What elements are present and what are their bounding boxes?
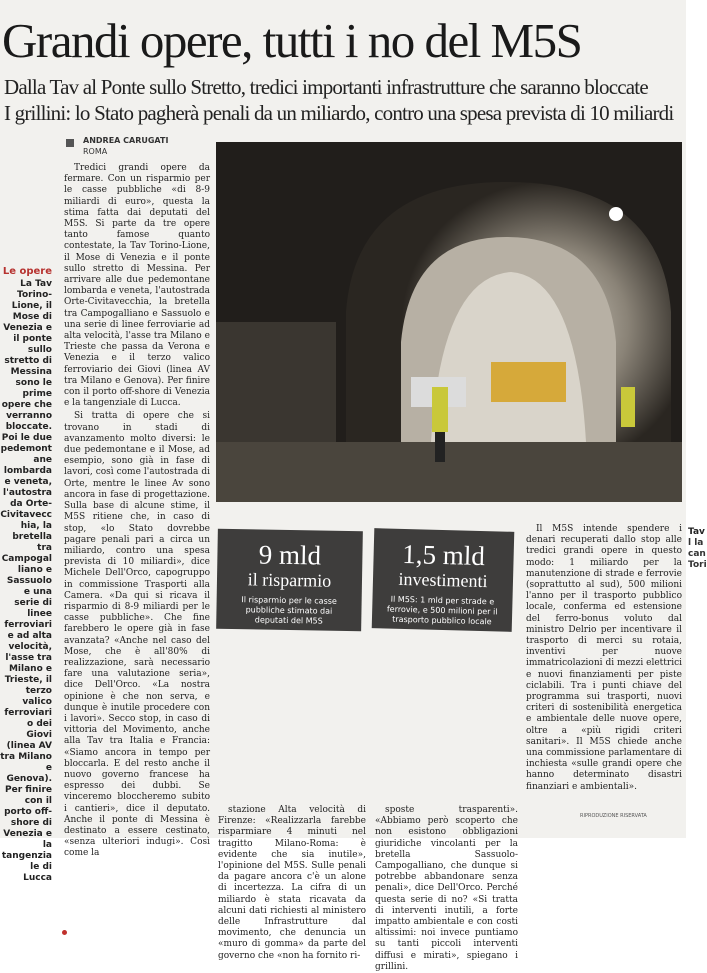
headline: Grandi opere, tutti i no del M5S <box>2 13 582 68</box>
article-column-1 <box>64 163 210 859</box>
article-column-2 <box>218 805 366 961</box>
tunnel-illustration <box>216 142 682 502</box>
edge-title: Tav <box>688 527 705 537</box>
article-paragraph: Si tratta di opere che si trovano in stadi di avanzamento molto diversi: le due pedemontane e il Mose, ad esempio, sono già in fase di lavori, così come l'autostrada di Orte, mentre le linee Av sono ancora in fase di progettazione. Sulla base di alcune stime, il M5S ritiene che, in caso di stop, «lo Stato dovrebbe pagare penali pari a circa un miliardo, contro una spesa prevista di 10 miliardi», dice Michele Dell'Orco, capogruppo in commissione Trasporti alla Camera. «Da qui si ricava il risparmio di 8-9 miliardi per le casse pubbliche». Che fine farebbero le opere già in fase avanzata? «Anche nel caso del Mose, che è all'80% di realizzazione, sarà necessario fare una valutazione seria», dice Dell'Orco. «La nostra opinione è che non serva, e dunque è inutile procedere con i lavori». Secco stop, in caso di vittoria del Movimento, anche alla Tav tra Italia e Francia: «Siamo ancora in tempo per bloccarla. E del resto anche il nuovo governo francese ha espresso dei dubbi. Se vinceremo bloccheremo subito i cantieri», dice il deputato. Anche il ponte di Messina è destinato a essere cestinato, «senza ulteriori indugi». Così come la <box>64 411 210 859</box>
next-article-edge <box>688 527 707 571</box>
sidebar-le-opere <box>0 266 52 884</box>
article-column-3 <box>375 805 518 972</box>
article-paragraph: sposte trasparenti». «Abbiamo però scoperto che non esistono obbligazioni giuridiche vincolanti per la bretella Sassuolo-Campogalliano, che dunque si potrebbe abbandonare senza penali», dice Dell'Orco. Perché questa serie di no? «Si tratta di interventi inutili, a forte impatto ambientale e con costi altissimi: noi invece puntiamo su tanti piccoli interventi diffusi e mirati», spiegano i grillini. <box>375 805 518 972</box>
byline-city: ROMA <box>83 147 108 156</box>
edge-line: Tori <box>688 560 707 570</box>
subheadline-1: Dalla Tav al Ponte sullo Stretto, tredici importanti infrastrutture che saranno bloccate <box>4 75 648 99</box>
stat-box-risparmio <box>216 529 363 632</box>
stat-box-investimenti <box>372 528 515 632</box>
article-paragraph: Il M5S intende spendere i denari recuperati dallo stop alle tredici grandi opere in questo modo: 1 miliardo per la manutenzione di strade e ferrovie (soprattutto al sud), 500 milioni l'anno per il trasporto pubblico locale, conferma ed estensione del ferro-bonus voluto dal ministro Delrio per incentivare il trasporto di merci su rotaia, inventivi per nuove immatricolazioni di mezzi elettrici e nuovi finanziamenti per piste ciclabili. Tra i punti chiave del programma sui trasporti, nuovi criteri di sostenibilità energetica e ambientale delle nuove opere, oltre a «più rigidi criteri sanitari». Il M5S chiede anche una commissione parlamentare di inchiesta «sulle grandi opere che hanno determinato disastri finanziari e ambientali». <box>526 524 682 792</box>
red-dot <box>62 930 67 935</box>
sidebar-text: La Tav Torino-Lione, il Mose di Venezia e il ponte sullo stretto di Messina sono le prime opere che verranno bloccate. Poi le due pedemontane lombarda e veneta, l'autostrada Orte-Civitavecchia, la bretella tra Campogalliano e Sassuolo e una serie di linee ferroviarie ad alta velocità, l'asse tra Milano e Trieste, il terzo valico ferroviario dei Giovi (linea AV tra Milano e Genova). Per finire con il porto off-shore di Venezia e la tangenziale di Lucca <box>0 279 52 883</box>
copyright-note: RIPRODUZIONE RISERVATA <box>580 813 647 819</box>
stat-value: 9 mld <box>258 539 322 571</box>
subheadline-2: I grillini: lo Stato pagherà penali da un miliardo, contro una spesa prevista di 10 miliardi <box>4 101 674 125</box>
stat-value: 1,5 mld <box>402 538 486 572</box>
tunnel-photo <box>216 142 682 502</box>
stat-description: Il M5S: 1 mld per strade e ferrovie, e 500 milioni per il trasporto pubblico locale <box>386 594 498 627</box>
sidebar-title: Le opere <box>2 266 52 277</box>
article-paragraph: Tredici grandi opere da fermare. Con un risparmio per le casse pubbliche «di 8-9 miliardi di euro», questa la stima fatta dai deputati del M5S. Si parte da tre opere tanto famose quanto contestate, la Tav Torino-Lione, il Mose di Venezia e il ponte sullo stretto di Messina. Per arrivare alle due pedemontane lombarda e veneta, l'autostrada Orte-Civitavecchia, la bretella tra Campogalliano e Sassuolo e una serie di linee ferroviarie ad alta velocità, l'asse tra Milano e Trieste che passa da Verona e Venezia e il terzo valico ferroviario dei Giovi (linea AV tra Milano e Genova). Per finire con il porto off-shore di Venezia e la tangenziale di Lucca. <box>64 163 210 409</box>
byline-marker <box>66 139 74 147</box>
stat-label: il risparmio <box>247 569 332 591</box>
stat-label: investimenti <box>398 568 488 592</box>
byline-author: ANDREA CARUGATI <box>83 136 169 145</box>
edge-line: l la <box>688 538 704 548</box>
stat-description: Il risparmio per le casse pubbliche stimato dai deputati del M5S <box>241 595 337 626</box>
edge-line: can <box>688 549 706 559</box>
article-paragraph: stazione Alta velocità di Firenze: «Realizzarla farebbe risparmiare 4 minuti nel tragitto Milano-Roma: è evidente che sia inutile», l'opinione del M5S. Sulle penali da pagare ancora c'è un alone di incertezza. La cifra di un miliardo è stata ricavata da alcuni dati richiesti al ministero delle Infrastrutture dal movimento, che denuncia un «muro di gomma» da parte del governo che «non ha fornito ri- <box>218 805 366 961</box>
article-column-4 <box>526 524 682 822</box>
